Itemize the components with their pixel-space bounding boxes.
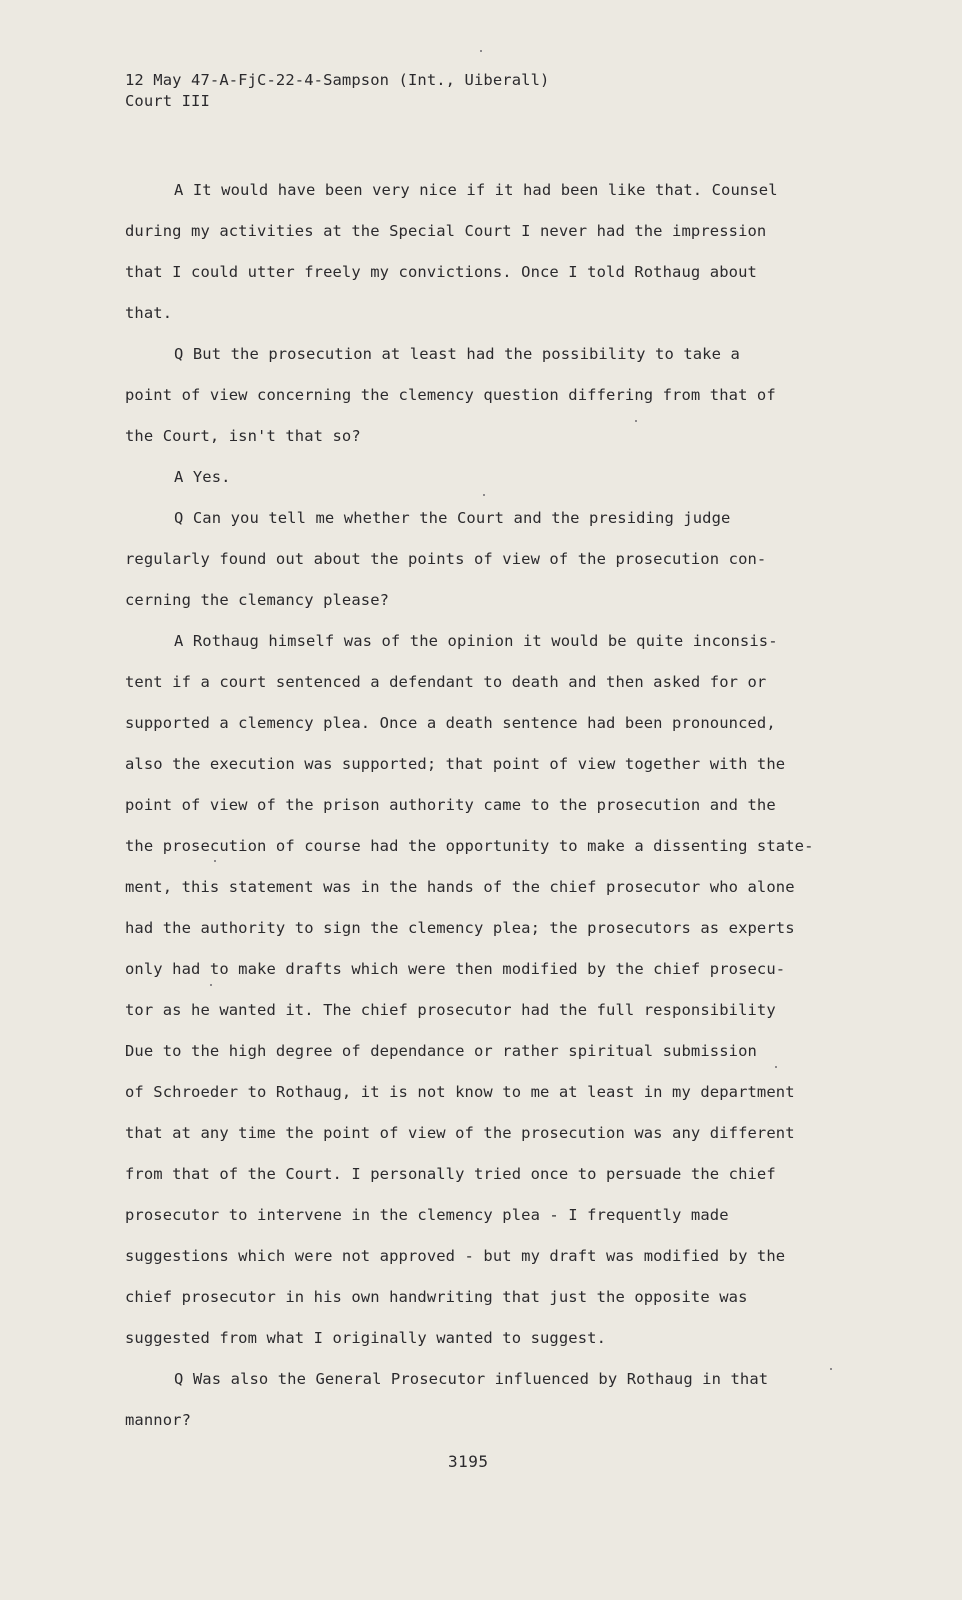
transcript-line: the Court, isn't that so? bbox=[125, 427, 361, 445]
transcript-line: during my activities at the Special Court I never had the impression bbox=[125, 222, 767, 240]
paper-speck bbox=[214, 860, 216, 862]
transcript-line: tent if a court sentenced a defendant to death and then asked for or bbox=[125, 673, 767, 691]
transcript-line: cerning the clemancy please? bbox=[125, 591, 390, 609]
transcript-line: Q Can you tell me whether the Court and the presiding judge bbox=[174, 509, 731, 527]
transcript-line: suggested from what I originally wanted to suggest. bbox=[125, 1329, 607, 1347]
transcript-line: point of view of the prison authority came to the prosecution and the bbox=[125, 796, 776, 814]
transcript-line: of Schroeder to Rothaug, it is not know to me at least in my department bbox=[125, 1083, 795, 1101]
paper-speck bbox=[775, 1066, 777, 1068]
document-header bbox=[125, 70, 549, 112]
transcript-line: from that of the Court. I personally tried once to persuade the chief bbox=[125, 1165, 776, 1183]
paper-speck bbox=[210, 984, 212, 986]
transcript-line: Q Was also the General Prosecutor influenced by Rothaug in that bbox=[174, 1370, 769, 1388]
transcript-line: tor as he wanted it. The chief prosecutor had the full responsibility bbox=[125, 1001, 776, 1019]
paper-speck bbox=[480, 50, 482, 52]
paper-speck bbox=[483, 494, 485, 496]
transcript-line: Due to the high degree of dependance or rather spiritual submission bbox=[125, 1042, 757, 1060]
transcript-line: that I could utter freely my convictions. Once I told Rothaug about bbox=[125, 263, 757, 281]
header-case-line: 12 May 47-A-FjC-22-4-Sampson (Int., Uiberall) bbox=[125, 71, 550, 89]
transcript-line: Q But the prosecution at least had the possibility to take a bbox=[174, 345, 740, 363]
transcript-line: point of view concerning the clemency question differing from that of bbox=[125, 386, 776, 404]
transcript-line: prosecutor to intervene in the clemency plea - I frequently made bbox=[125, 1206, 729, 1224]
paper-speck bbox=[635, 420, 637, 422]
page-number: 3195 bbox=[448, 1452, 489, 1471]
transcript-line: only had to make drafts which were then modified by the chief prosecu- bbox=[125, 960, 786, 978]
transcript-line: A Rothaug himself was of the opinion it would be quite inconsis- bbox=[174, 632, 778, 650]
transcript-line: A It would have been very nice if it had been like that. Counsel bbox=[174, 181, 778, 199]
transcript-line: regularly found out about the points of view of the prosecution con- bbox=[125, 550, 767, 568]
transcript-line: had the authority to sign the clemency plea; the prosecutors as experts bbox=[125, 919, 795, 937]
transcript-body bbox=[125, 170, 865, 1441]
transcript-line: suggestions which were not approved - but my draft was modified by the bbox=[125, 1247, 786, 1265]
transcript-line: that at any time the point of view of the prosecution was any different bbox=[125, 1124, 795, 1142]
transcript-line: also the execution was supported; that point of view together with the bbox=[125, 755, 786, 773]
transcript-line: mannor? bbox=[125, 1411, 192, 1429]
transcript-line: chief prosecutor in his own handwriting that just the opposite was bbox=[125, 1288, 748, 1306]
transcript-line: A Yes. bbox=[174, 468, 231, 486]
paper-speck bbox=[830, 1368, 832, 1370]
transcript-line: that. bbox=[125, 304, 173, 322]
transcript-line: the prosecution of course had the opportunity to make a dissenting state- bbox=[125, 837, 814, 855]
transcript-line: ment, this statement was in the hands of the chief prosecutor who alone bbox=[125, 878, 795, 896]
transcript-line: supported a clemency plea. Once a death sentence had been pronounced, bbox=[125, 714, 776, 732]
header-court-line: Court III bbox=[125, 92, 210, 110]
